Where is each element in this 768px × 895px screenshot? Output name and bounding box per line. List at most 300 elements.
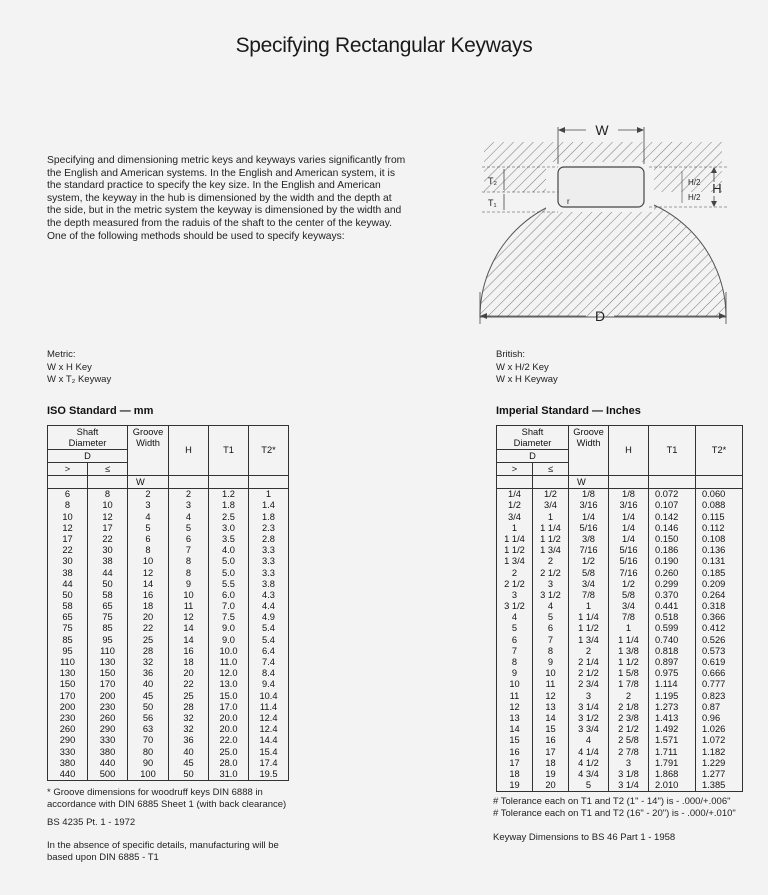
iso-table-row <box>48 590 289 601</box>
iso-table-row <box>48 735 289 746</box>
iso-table-row <box>48 579 289 590</box>
imperial-cell: 0.146 <box>649 523 696 534</box>
imperial-cell: 15 <box>533 724 569 735</box>
imperial-cell: 0.108 <box>696 534 743 545</box>
imperial-cell: 13 <box>533 702 569 713</box>
iso-table <box>47 425 289 781</box>
imperial-cell: 1.229 <box>696 758 743 769</box>
imperial-cell: 0.318 <box>696 601 743 612</box>
iso-cell: 4 <box>169 511 209 522</box>
imperial-cell: 1/8 <box>609 489 649 501</box>
iso-cell: 6 <box>128 534 169 545</box>
imperial-cell: 0.96 <box>696 713 743 724</box>
imperial-cell: 1 1/2 <box>609 657 649 668</box>
iso-cell: 4 <box>128 511 169 522</box>
iso-cell: 10.0 <box>209 646 249 657</box>
imperial-cell: 3/8 <box>569 534 609 545</box>
imperial-cell: 1.195 <box>649 690 696 701</box>
iso-cell: 2 <box>128 489 169 501</box>
imperial-cell: 1 <box>569 601 609 612</box>
iso-table-row <box>48 713 289 724</box>
imperial-table-row <box>497 601 743 612</box>
imperial-table-row <box>497 590 743 601</box>
imperial-cell: 0.573 <box>696 646 743 657</box>
imperial-cell: 3 <box>497 590 533 601</box>
iso-cell: 22 <box>88 534 128 545</box>
imperial-cell: 1 <box>609 623 649 634</box>
iso-table-row <box>48 746 289 757</box>
iso-header-d: D <box>48 450 128 463</box>
iso-table-row <box>48 545 289 556</box>
iso-cell: 130 <box>48 668 88 679</box>
imperial-cell: 1/4 <box>609 523 649 534</box>
iso-cell: 17 <box>88 523 128 534</box>
iso-cell: 260 <box>48 724 88 735</box>
iso-cell: 260 <box>88 713 128 724</box>
imperial-cell: 9 <box>533 657 569 668</box>
iso-cell: 10.4 <box>249 690 289 701</box>
iso-table-row <box>48 690 289 701</box>
iso-table-wrap <box>47 425 289 781</box>
imperial-table-row <box>497 668 743 679</box>
imperial-table-row <box>497 746 743 757</box>
iso-cell: 12.4 <box>249 724 289 735</box>
iso-cell: 25 <box>169 690 209 701</box>
iso-cell: 14.4 <box>249 735 289 746</box>
iso-cell: 12 <box>128 567 169 578</box>
imperial-header-t1: T1 <box>649 426 696 476</box>
iso-cell: 44 <box>88 567 128 578</box>
imperial-cell: 2 1/2 <box>533 567 569 578</box>
imperial-cell: 0.209 <box>696 579 743 590</box>
iso-cell: 7 <box>169 545 209 556</box>
iso-cell: 380 <box>88 746 128 757</box>
imperial-cell: 0.518 <box>649 612 696 623</box>
iso-section-title: ISO Standard — mm <box>47 405 154 417</box>
iso-table-row <box>48 668 289 679</box>
imperial-cell: 2 <box>569 646 609 657</box>
iso-cell: 5 <box>169 523 209 534</box>
imperial-header-h: H <box>609 426 649 476</box>
imperial-table-row <box>497 634 743 645</box>
iso-header-groove: Groove Width <box>128 426 169 476</box>
imperial-cell: 9 <box>497 668 533 679</box>
iso-cell: 50 <box>128 702 169 713</box>
imperial-cell: 0.260 <box>649 567 696 578</box>
iso-cell: 28 <box>128 646 169 657</box>
iso-cell: 1.8 <box>209 500 249 511</box>
iso-cell: 18 <box>169 657 209 668</box>
iso-cell: 3.8 <box>249 579 289 590</box>
imperial-cell: 18 <box>497 769 533 780</box>
key-shape <box>558 167 644 207</box>
iso-table-row <box>48 623 289 634</box>
imperial-cell: 0.366 <box>696 612 743 623</box>
imperial-cell: 4 1/4 <box>569 746 609 757</box>
iso-table-row <box>48 500 289 511</box>
imperial-cell: 0.060 <box>696 489 743 501</box>
iso-cell: 7.5 <box>209 612 249 623</box>
imperial-cell: 1/2 <box>569 556 609 567</box>
imperial-table <box>496 425 743 792</box>
imperial-cell: 3/4 <box>609 601 649 612</box>
imperial-table-row <box>497 780 743 792</box>
imperial-cell: 1 1/4 <box>569 612 609 623</box>
iso-cell: 9.0 <box>209 623 249 634</box>
iso-cell: 7.4 <box>249 657 289 668</box>
imperial-cell: 1.791 <box>649 758 696 769</box>
imperial-cell: 0.115 <box>696 511 743 522</box>
intro-paragraph: Specifying and dimensioning metric keys and keyways varies significantly from the English and American systems. In the English and American system, it is the standard practice to specify the key size. In the English and American system, the keyway in the hub is dimensioned by the width and the depth at the side, but in the metric system the keyway is dimensioned by the width and the depth measured from the raduis of the shaft to the center of the keyway. One of the following methods should be used to specify keyways: <box>47 155 406 242</box>
iso-cell: 3.0 <box>209 523 249 534</box>
imperial-cell: 15 <box>497 735 533 746</box>
iso-cell: 12.4 <box>249 713 289 724</box>
iso-cell: 4.3 <box>249 590 289 601</box>
imperial-table-row <box>497 579 743 590</box>
imperial-cell: 7 <box>533 634 569 645</box>
iso-cell: 1.2 <box>209 489 249 501</box>
imperial-cell: 0.441 <box>649 601 696 612</box>
imperial-cell: 3/4 <box>533 500 569 511</box>
iso-table-row <box>48 724 289 735</box>
imperial-cell: 0.777 <box>696 679 743 690</box>
iso-cell: 230 <box>48 713 88 724</box>
iso-header-w: W <box>128 476 169 489</box>
iso-cell: 58 <box>88 590 128 601</box>
imperial-cell: 4 <box>569 735 609 746</box>
iso-cell: 85 <box>88 623 128 634</box>
imperial-cell: 18 <box>533 758 569 769</box>
iso-table-row <box>48 523 289 534</box>
iso-cell: 110 <box>88 646 128 657</box>
imperial-cell: 2 1/4 <box>569 657 609 668</box>
iso-cell: 12.0 <box>209 668 249 679</box>
imperial-cell: 17 <box>533 746 569 757</box>
imperial-section-title: Imperial Standard — Inches <box>496 405 641 417</box>
iso-cell: 100 <box>128 769 169 781</box>
iso-table-row <box>48 646 289 657</box>
imperial-cell: 1 1/4 <box>609 634 649 645</box>
imperial-cell: 1 <box>533 511 569 522</box>
iso-cell: 90 <box>128 758 169 769</box>
imperial-cell: 0.150 <box>649 534 696 545</box>
iso-cell: 11.4 <box>249 702 289 713</box>
imperial-cell: 0.818 <box>649 646 696 657</box>
iso-cell: 200 <box>88 690 128 701</box>
iso-cell: 15.4 <box>249 746 289 757</box>
imperial-cell: 1.711 <box>649 746 696 757</box>
imperial-cell: 3 <box>533 579 569 590</box>
iso-header-le: ≤ <box>88 463 128 476</box>
imperial-cell: 0.740 <box>649 634 696 645</box>
imperial-header-d: D <box>497 450 569 463</box>
iso-cell: 17.4 <box>249 758 289 769</box>
iso-cell: 230 <box>88 702 128 713</box>
imperial-cell: 7 <box>497 646 533 657</box>
imperial-cell: 1.413 <box>649 713 696 724</box>
imperial-cell: 1.273 <box>649 702 696 713</box>
iso-cell: 440 <box>48 769 88 781</box>
imperial-cell: 13 <box>497 713 533 724</box>
iso-cell: 85 <box>48 634 88 645</box>
imperial-cell: 1.182 <box>696 746 743 757</box>
imperial-table-row <box>497 735 743 746</box>
imperial-cell: 0.072 <box>649 489 696 501</box>
imperial-cell: 1 3/4 <box>569 634 609 645</box>
iso-cell: 22.0 <box>209 735 249 746</box>
imperial-cell: 1/2 <box>497 500 533 511</box>
imperial-cell: 0.975 <box>649 668 696 679</box>
iso-cell: 8 <box>88 489 128 501</box>
imperial-cell: 0.897 <box>649 657 696 668</box>
iso-cell: 5.4 <box>249 634 289 645</box>
iso-cell: 9.4 <box>249 679 289 690</box>
iso-cell: 330 <box>88 735 128 746</box>
imperial-cell: 16 <box>533 735 569 746</box>
dim-w-label: W <box>595 122 609 138</box>
imperial-cell: 3 1/2 <box>533 590 569 601</box>
imperial-cell: 3/16 <box>569 500 609 511</box>
metric-heading: Metric: <box>47 349 76 360</box>
iso-cell: 3.3 <box>249 556 289 567</box>
iso-cell: 1.4 <box>249 500 289 511</box>
imperial-cell: 2.010 <box>649 780 696 792</box>
iso-cell: 9 <box>169 579 209 590</box>
iso-cell: 6 <box>48 489 88 501</box>
iso-table-row <box>48 679 289 690</box>
iso-cell: 2.5 <box>209 511 249 522</box>
imperial-cell: 1/2 <box>609 579 649 590</box>
iso-cell: 17.0 <box>209 702 249 713</box>
imperial-cell: 4 <box>533 601 569 612</box>
iso-cell: 10 <box>169 590 209 601</box>
iso-cell: 130 <box>88 657 128 668</box>
iso-cell: 10 <box>48 511 88 522</box>
iso-cell: 14 <box>128 579 169 590</box>
imperial-cell: 3 <box>609 758 649 769</box>
imperial-table-row <box>497 534 743 545</box>
imperial-table-row <box>497 690 743 701</box>
imperial-cell: 5 <box>497 623 533 634</box>
imperial-cell: 1 1/2 <box>497 545 533 556</box>
iso-table-row <box>48 556 289 567</box>
iso-cell: 19.5 <box>249 769 289 781</box>
iso-cell: 65 <box>88 601 128 612</box>
imperial-cell: 5/16 <box>609 545 649 556</box>
iso-cell: 17 <box>48 534 88 545</box>
imperial-table-row <box>497 500 743 511</box>
iso-cell: 40 <box>169 746 209 757</box>
imperial-cell: 1 1/2 <box>533 534 569 545</box>
iso-cell: 3.3 <box>249 545 289 556</box>
iso-cell: 16 <box>169 646 209 657</box>
dim-t2-label: T₂ <box>488 176 497 186</box>
imperial-cell: 1/4 <box>497 489 533 501</box>
imperial-cell: 1 3/4 <box>533 545 569 556</box>
imperial-cell: 0.142 <box>649 511 696 522</box>
iso-table-row <box>48 567 289 578</box>
iso-cell: 8 <box>169 567 209 578</box>
iso-cell: 4.0 <box>209 545 249 556</box>
imperial-cell: 1 1/4 <box>497 534 533 545</box>
imperial-cell: 0.619 <box>696 657 743 668</box>
imperial-cell: 3 1/4 <box>609 780 649 792</box>
iso-ref2: In the absence of specific details, manufacturing will be based upon DIN 6885 - T1 <box>47 840 279 863</box>
iso-cell: 28.0 <box>209 758 249 769</box>
dim-d-label: D <box>594 308 606 324</box>
imperial-cell: 1.492 <box>649 724 696 735</box>
imperial-cell: 19 <box>497 780 533 792</box>
imperial-header-w: W <box>569 476 609 489</box>
iso-cell: 290 <box>48 735 88 746</box>
imperial-table-row <box>497 702 743 713</box>
iso-table-row <box>48 601 289 612</box>
imperial-cell: 0.088 <box>696 500 743 511</box>
iso-cell: 6.4 <box>249 646 289 657</box>
iso-cell: 58 <box>48 601 88 612</box>
imperial-cell: 2 3/8 <box>609 713 649 724</box>
imperial-cell: 1.385 <box>696 780 743 792</box>
imperial-table-row <box>497 724 743 735</box>
imperial-cell: 3 1/2 <box>497 601 533 612</box>
imperial-cell: 2 <box>609 690 649 701</box>
imperial-cell: 1.868 <box>649 769 696 780</box>
iso-cell: 3 <box>169 500 209 511</box>
imperial-cell: 2 1/2 <box>569 668 609 679</box>
imperial-table-row <box>497 523 743 534</box>
iso-cell: 3.3 <box>249 567 289 578</box>
iso-cell: 5.0 <box>209 556 249 567</box>
dim-t1-label: T₁ <box>488 198 497 208</box>
imperial-cell: 0.299 <box>649 579 696 590</box>
iso-cell: 22 <box>48 545 88 556</box>
iso-cell: 6.0 <box>209 590 249 601</box>
iso-cell: 36 <box>169 735 209 746</box>
iso-table-row <box>48 489 289 501</box>
imperial-cell: 11 <box>497 690 533 701</box>
iso-cell: 150 <box>48 679 88 690</box>
iso-cell: 4.4 <box>249 601 289 612</box>
iso-cell: 2.3 <box>249 523 289 534</box>
imperial-cell: 0.186 <box>649 545 696 556</box>
british-spec <box>496 349 558 387</box>
imperial-cell: 2 1/8 <box>609 702 649 713</box>
imperial-table-row <box>497 769 743 780</box>
iso-cell: 22 <box>169 679 209 690</box>
imperial-cell: 4 3/4 <box>569 769 609 780</box>
imperial-table-row <box>497 679 743 690</box>
imperial-cell: 1 3/4 <box>497 556 533 567</box>
imperial-cell: 7/8 <box>569 590 609 601</box>
imperial-cell: 3 <box>569 690 609 701</box>
iso-header-t1: T1 <box>209 426 249 476</box>
imperial-cell: 11 <box>533 679 569 690</box>
iso-cell: 28 <box>169 702 209 713</box>
iso-table-row <box>48 758 289 769</box>
iso-table-row <box>48 612 289 623</box>
iso-cell: 44 <box>48 579 88 590</box>
imperial-cell: 1/8 <box>569 489 609 501</box>
imperial-cell: 3 1/2 <box>569 713 609 724</box>
imperial-cell: 1 <box>497 523 533 534</box>
iso-cell: 65 <box>48 612 88 623</box>
imperial-table-row <box>497 489 743 501</box>
imperial-cell: 5/16 <box>569 523 609 534</box>
imperial-table-row <box>497 545 743 556</box>
imperial-cell: 1 1/4 <box>533 523 569 534</box>
imperial-cell: 5/8 <box>569 567 609 578</box>
iso-cell: 170 <box>48 690 88 701</box>
imperial-cell: 0.823 <box>696 690 743 701</box>
iso-cell: 11 <box>169 601 209 612</box>
iso-cell: 75 <box>88 612 128 623</box>
iso-cell: 31.0 <box>209 769 249 781</box>
iso-cell: 20.0 <box>209 713 249 724</box>
iso-cell: 50 <box>169 769 209 781</box>
iso-cell: 25.0 <box>209 746 249 757</box>
iso-cell: 20 <box>128 612 169 623</box>
imperial-cell: 3/16 <box>609 500 649 511</box>
imperial-cell: 8 <box>497 657 533 668</box>
iso-footnote: * Groove dimensions for woodruff keys DIN 6888 in accordance with DIN 6885 Sheet 1 (with back clearance) <box>47 787 287 810</box>
iso-cell: 5.0 <box>209 567 249 578</box>
dim-h2-top-label: H/2 <box>688 178 701 187</box>
imperial-footnote2: # Tolerance each on T1 and T2 (16" - 20") is - .000/+.010" <box>493 808 736 819</box>
iso-cell: 6 <box>169 534 209 545</box>
imperial-cell: 0.136 <box>696 545 743 556</box>
iso-cell: 1 <box>249 489 289 501</box>
british-line1: W x H/2 Key <box>496 361 549 373</box>
imperial-cell: 2 1/2 <box>497 579 533 590</box>
imperial-cell: 6 <box>497 634 533 645</box>
iso-cell: 95 <box>88 634 128 645</box>
keyway-diagram <box>474 112 744 327</box>
iso-cell: 170 <box>88 679 128 690</box>
iso-header-h: H <box>169 426 209 476</box>
imperial-cell: 1/4 <box>609 534 649 545</box>
imperial-cell: 1 7/8 <box>609 679 649 690</box>
imperial-cell: 20 <box>533 780 569 792</box>
iso-cell: 63 <box>128 724 169 735</box>
imperial-table-row <box>497 623 743 634</box>
iso-header-t2: T2* <box>249 426 289 476</box>
iso-cell: 8.4 <box>249 668 289 679</box>
iso-cell: 32 <box>169 724 209 735</box>
iso-cell: 18 <box>128 601 169 612</box>
dim-h-label: H <box>712 181 722 196</box>
imperial-cell: 0.131 <box>696 556 743 567</box>
imperial-cell: 3 1/4 <box>569 702 609 713</box>
imperial-cell: 7/16 <box>609 567 649 578</box>
metric-spec <box>47 349 111 387</box>
imperial-cell: 1.072 <box>696 735 743 746</box>
imperial-cell: 7/16 <box>569 545 609 556</box>
imperial-cell: 12 <box>533 690 569 701</box>
iso-cell: 14 <box>169 634 209 645</box>
imperial-cell: 16 <box>497 746 533 757</box>
iso-cell: 500 <box>88 769 128 781</box>
iso-table-row <box>48 511 289 522</box>
iso-cell: 330 <box>48 746 88 757</box>
imperial-table-row <box>497 612 743 623</box>
imperial-cell: 5 <box>533 612 569 623</box>
imperial-cell: 4 1/2 <box>569 758 609 769</box>
imperial-cell: 1 1/2 <box>569 623 609 634</box>
iso-table-row <box>48 534 289 545</box>
imperial-cell: 17 <box>497 758 533 769</box>
iso-cell: 4.9 <box>249 612 289 623</box>
imperial-cell: 0.87 <box>696 702 743 713</box>
